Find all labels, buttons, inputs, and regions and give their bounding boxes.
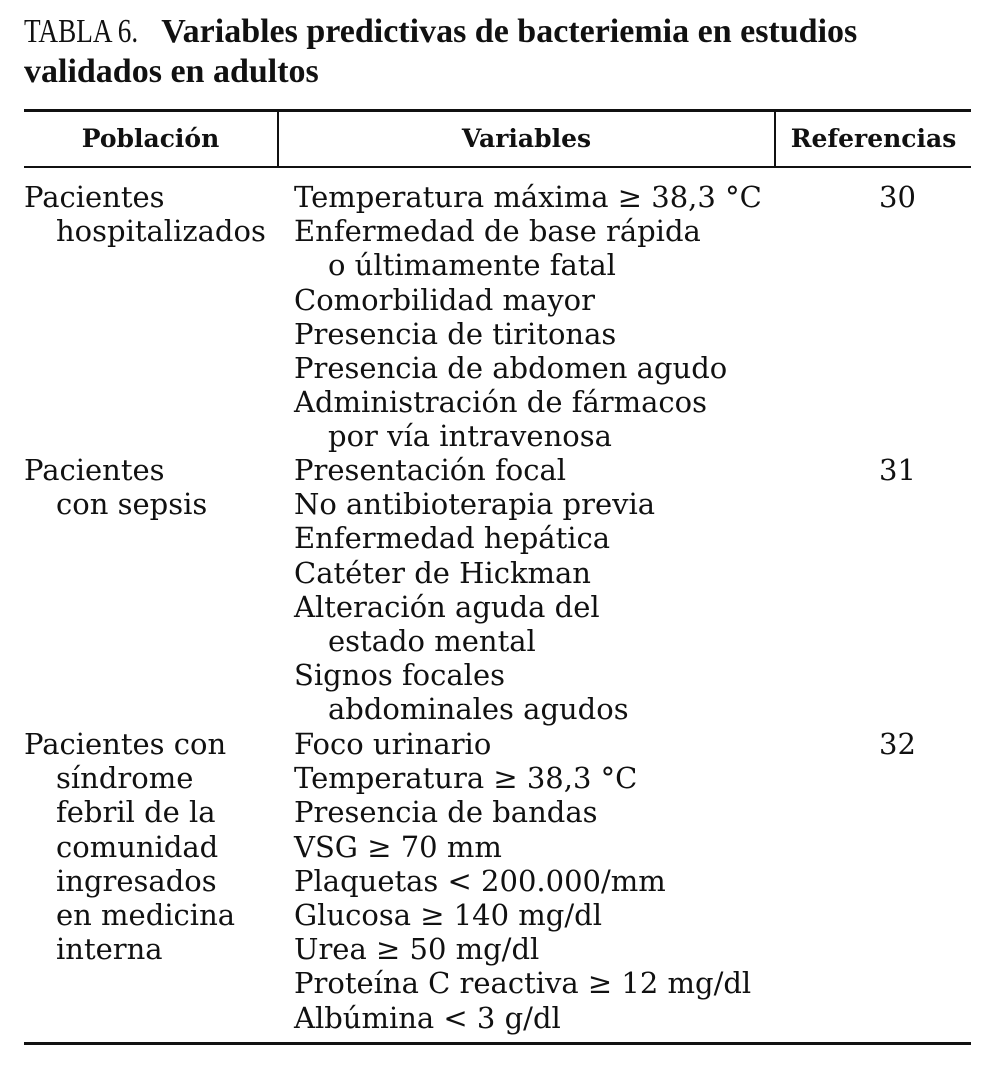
population-line: febril de la [56, 795, 216, 830]
reference-value: 32 [879, 727, 916, 761]
population-cell [24, 180, 284, 248]
reference-cell [800, 453, 995, 487]
variables-cell [294, 180, 794, 454]
variable-line: Presencia de abdomen agudo [294, 351, 728, 386]
reference-value: 30 [879, 180, 916, 214]
variable-line: Signos focales [294, 658, 505, 693]
variable-line: Enfermedad hepática [294, 521, 611, 556]
variable-line: Glucosa ≥ 140 mg/dl [294, 898, 602, 933]
variables-cell [294, 453, 794, 727]
variable-line: por vía intravenosa [328, 419, 612, 454]
variable-line: Presentación focal [294, 453, 567, 487]
variable-line: Catéter de Hickman [294, 555, 591, 590]
variable-line: VSG ≥ 70 mm [294, 829, 502, 864]
variable-line: Administración de fármacos [294, 385, 707, 420]
variable-line: Temperatura ≥ 38,3 °C [294, 761, 638, 796]
variable-line: Comorbilidad mayor [294, 282, 595, 317]
population-line: ingresados [56, 863, 217, 898]
reference-value: 31 [879, 453, 916, 487]
header-referencias: Referencias [790, 124, 957, 153]
variables-cell [294, 727, 794, 1035]
population-cell [24, 727, 284, 966]
population-line: comunidad [56, 829, 219, 864]
table-caption [24, 12, 974, 92]
variable-line: Albúmina < 3 g/dl [294, 1000, 561, 1035]
reference-cell [800, 727, 995, 761]
variable-line: Temperatura máxima ≥ 38,3 °C [294, 180, 762, 214]
variable-line: Plaquetas < 200.000/mm [294, 863, 666, 898]
table-title: Variables predictivas de bacteriemia en estudios validados en adultos [24, 13, 858, 90]
reference-cell [800, 180, 995, 214]
population-line: en medicina [56, 898, 236, 933]
population-line: síndrome [56, 761, 194, 796]
variable-line: Alteración aguda del [294, 589, 600, 624]
population-line: Pacientes [24, 180, 165, 214]
variable-line: No antibioterapia previa [294, 487, 656, 522]
population-line: interna [56, 932, 163, 967]
population-line: con sepsis [56, 487, 208, 522]
variable-line: o últimamente fatal [328, 248, 616, 283]
variable-line: estado mental [328, 624, 536, 659]
variable-line: Urea ≥ 50 mg/dl [294, 932, 540, 967]
header-rule [24, 166, 971, 168]
header-variables: Variables [461, 124, 592, 153]
population-line: Pacientes [24, 453, 165, 487]
population-line: Pacientes con [24, 727, 227, 761]
header-poblacion: Población [81, 124, 220, 153]
variable-line: Presencia de bandas [294, 795, 598, 830]
variable-line: Presencia de tiritonas [294, 316, 617, 351]
variable-line: Foco urinario [294, 727, 492, 761]
table-label: TABLA 6. [24, 13, 139, 50]
variable-line: Proteína C reactiva ≥ 12 mg/dl [294, 966, 752, 1001]
population-line: hospitalizados [56, 214, 266, 249]
population-cell [24, 453, 284, 521]
variable-line: Enfermedad de base rápida [294, 214, 701, 249]
bottom-rule [24, 1042, 971, 1045]
variable-line: abdominales agudos [328, 692, 629, 727]
